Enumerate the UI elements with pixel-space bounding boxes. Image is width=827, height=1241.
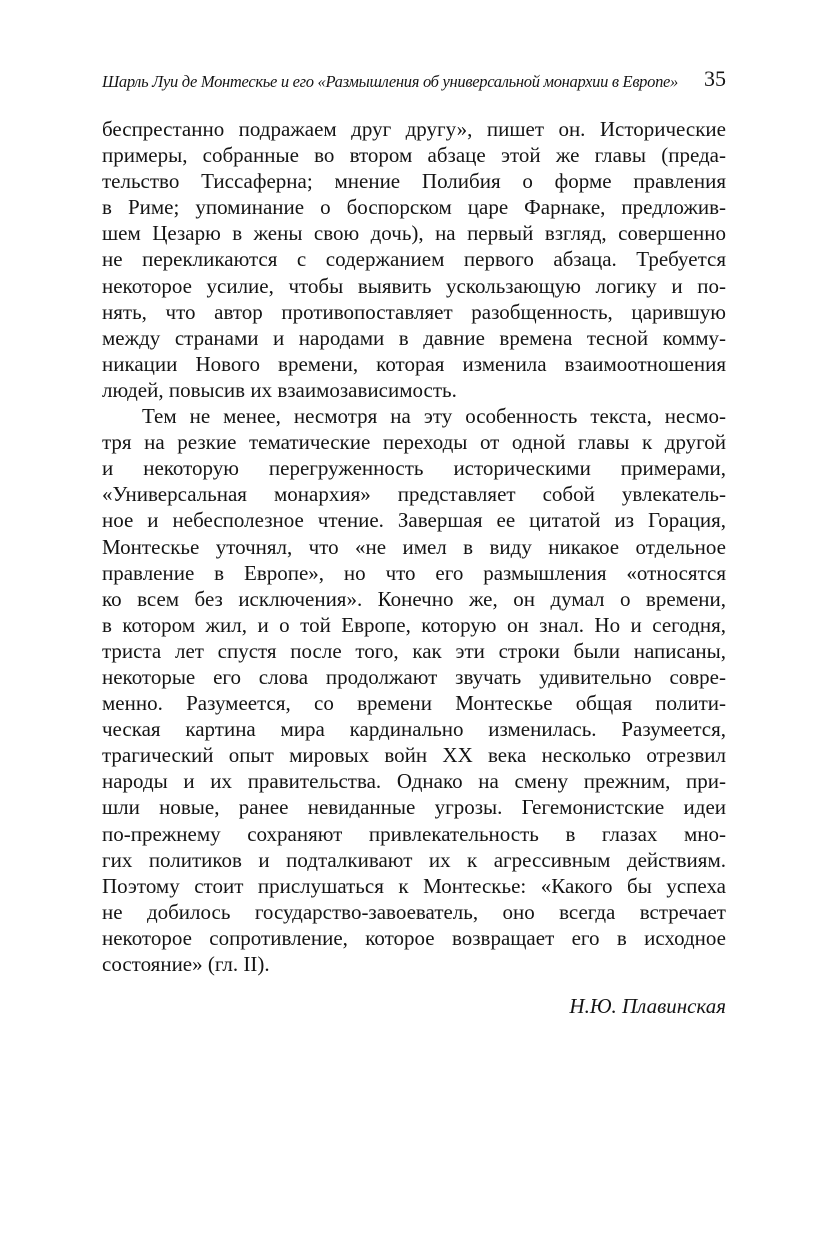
text-line: ное и небесполезное чтение. Завершая ее цитатой из Горация, [102, 508, 726, 533]
text-line: не добилось государство-завоеватель, оно всегда встречает [102, 899, 726, 924]
text-line: между странами и народами в давние времена тесной комму- [102, 325, 726, 350]
text-line: нять, что автор противопоставляет разобщенность, царившую [102, 299, 726, 324]
text-line: ко всем без исключения». Конечно же, он думал о времени, [102, 586, 726, 611]
text-line: шли новые, ранее невиданные угрозы. Гегемонистские идеи [102, 795, 726, 820]
text-line: правление в Европе», но что его размышления «относятся [102, 560, 726, 585]
text-line: в Риме; упоминание о боспорском царе Фарнаке, предложив- [102, 195, 726, 220]
page-header [102, 62, 726, 92]
text-line: некоторое усилие, чтобы выявить ускользающую логику и по- [102, 273, 726, 298]
text-line: тельство Тиссаферна; мнение Полибия о форме правления [102, 169, 726, 194]
text-line: не перекликаются с содержанием первого абзаца. Требуется [102, 247, 726, 272]
text-line: примеры, собранные во втором абзаце этой же главы (преда- [102, 143, 726, 168]
text-line: менно. Разумеется, со времени Монтескье общая полити- [102, 691, 726, 716]
body-text [102, 116, 726, 977]
text-line: беспрестанно подражаем друг другу», пишет он. Исторические [102, 117, 726, 141]
text-line: в котором жил, и о той Европе, которую он знал. Но и сегодня, [102, 612, 726, 637]
text-line: народы и их правительства. Однако на смену прежним, при- [102, 769, 726, 794]
text-line: триста лет спустя после того, как эти строки были написаны, [102, 638, 726, 663]
text-line: некоторое сопротивление, которое возвращает его в исходное [102, 925, 726, 950]
text-line: и некоторую перегруженность историческими примерами, [102, 456, 726, 481]
paragraph [102, 403, 726, 977]
text-line: состояние» (гл. II). [102, 952, 270, 976]
text-line: гих политиков и подталкивают их к агрессивным действиям. [102, 847, 726, 872]
text-line: Тем не менее, несмотря на эту особенность текста, несмо- [142, 404, 726, 429]
text-line: тря на резкие тематические переходы от одной главы к другой [102, 430, 726, 455]
text-line: ческая картина мира кардинально изменилась. Разумеется, [102, 717, 726, 742]
paragraph [102, 116, 726, 403]
text-line: некоторые его слова продолжают звучать удивительно совре- [102, 664, 726, 689]
text-line: никации Нового времени, которая изменила взаимоотношения [102, 351, 726, 376]
text-line: Поэтому стоит прислушаться к Монтескье: «Какого бы успеха [102, 873, 726, 898]
text-line: «Универсальная монархия» представляет собой увлекатель- [102, 482, 726, 507]
text-line: по-прежнему сохраняют привлекательность в глазах мно- [102, 821, 726, 846]
text-line: Монтескье уточнял, что «не имел в виду никакое отдельное [102, 534, 726, 559]
text-line: людей, повысив их взаимозависимость. [102, 377, 457, 402]
author-signature: Н.Ю. Плавинская [569, 994, 726, 1018]
text-line: шем Цезарю в жены свою дочь), на первый взгляд, совершенно [102, 221, 726, 246]
page-number: 35 [704, 66, 726, 91]
text-line: трагический опыт мировых войн XX века несколько отрезвил [102, 743, 726, 768]
running-title: Шарль Луи де Монтескье и его «Размышления об универсальной монархии в Европе» [102, 72, 679, 91]
